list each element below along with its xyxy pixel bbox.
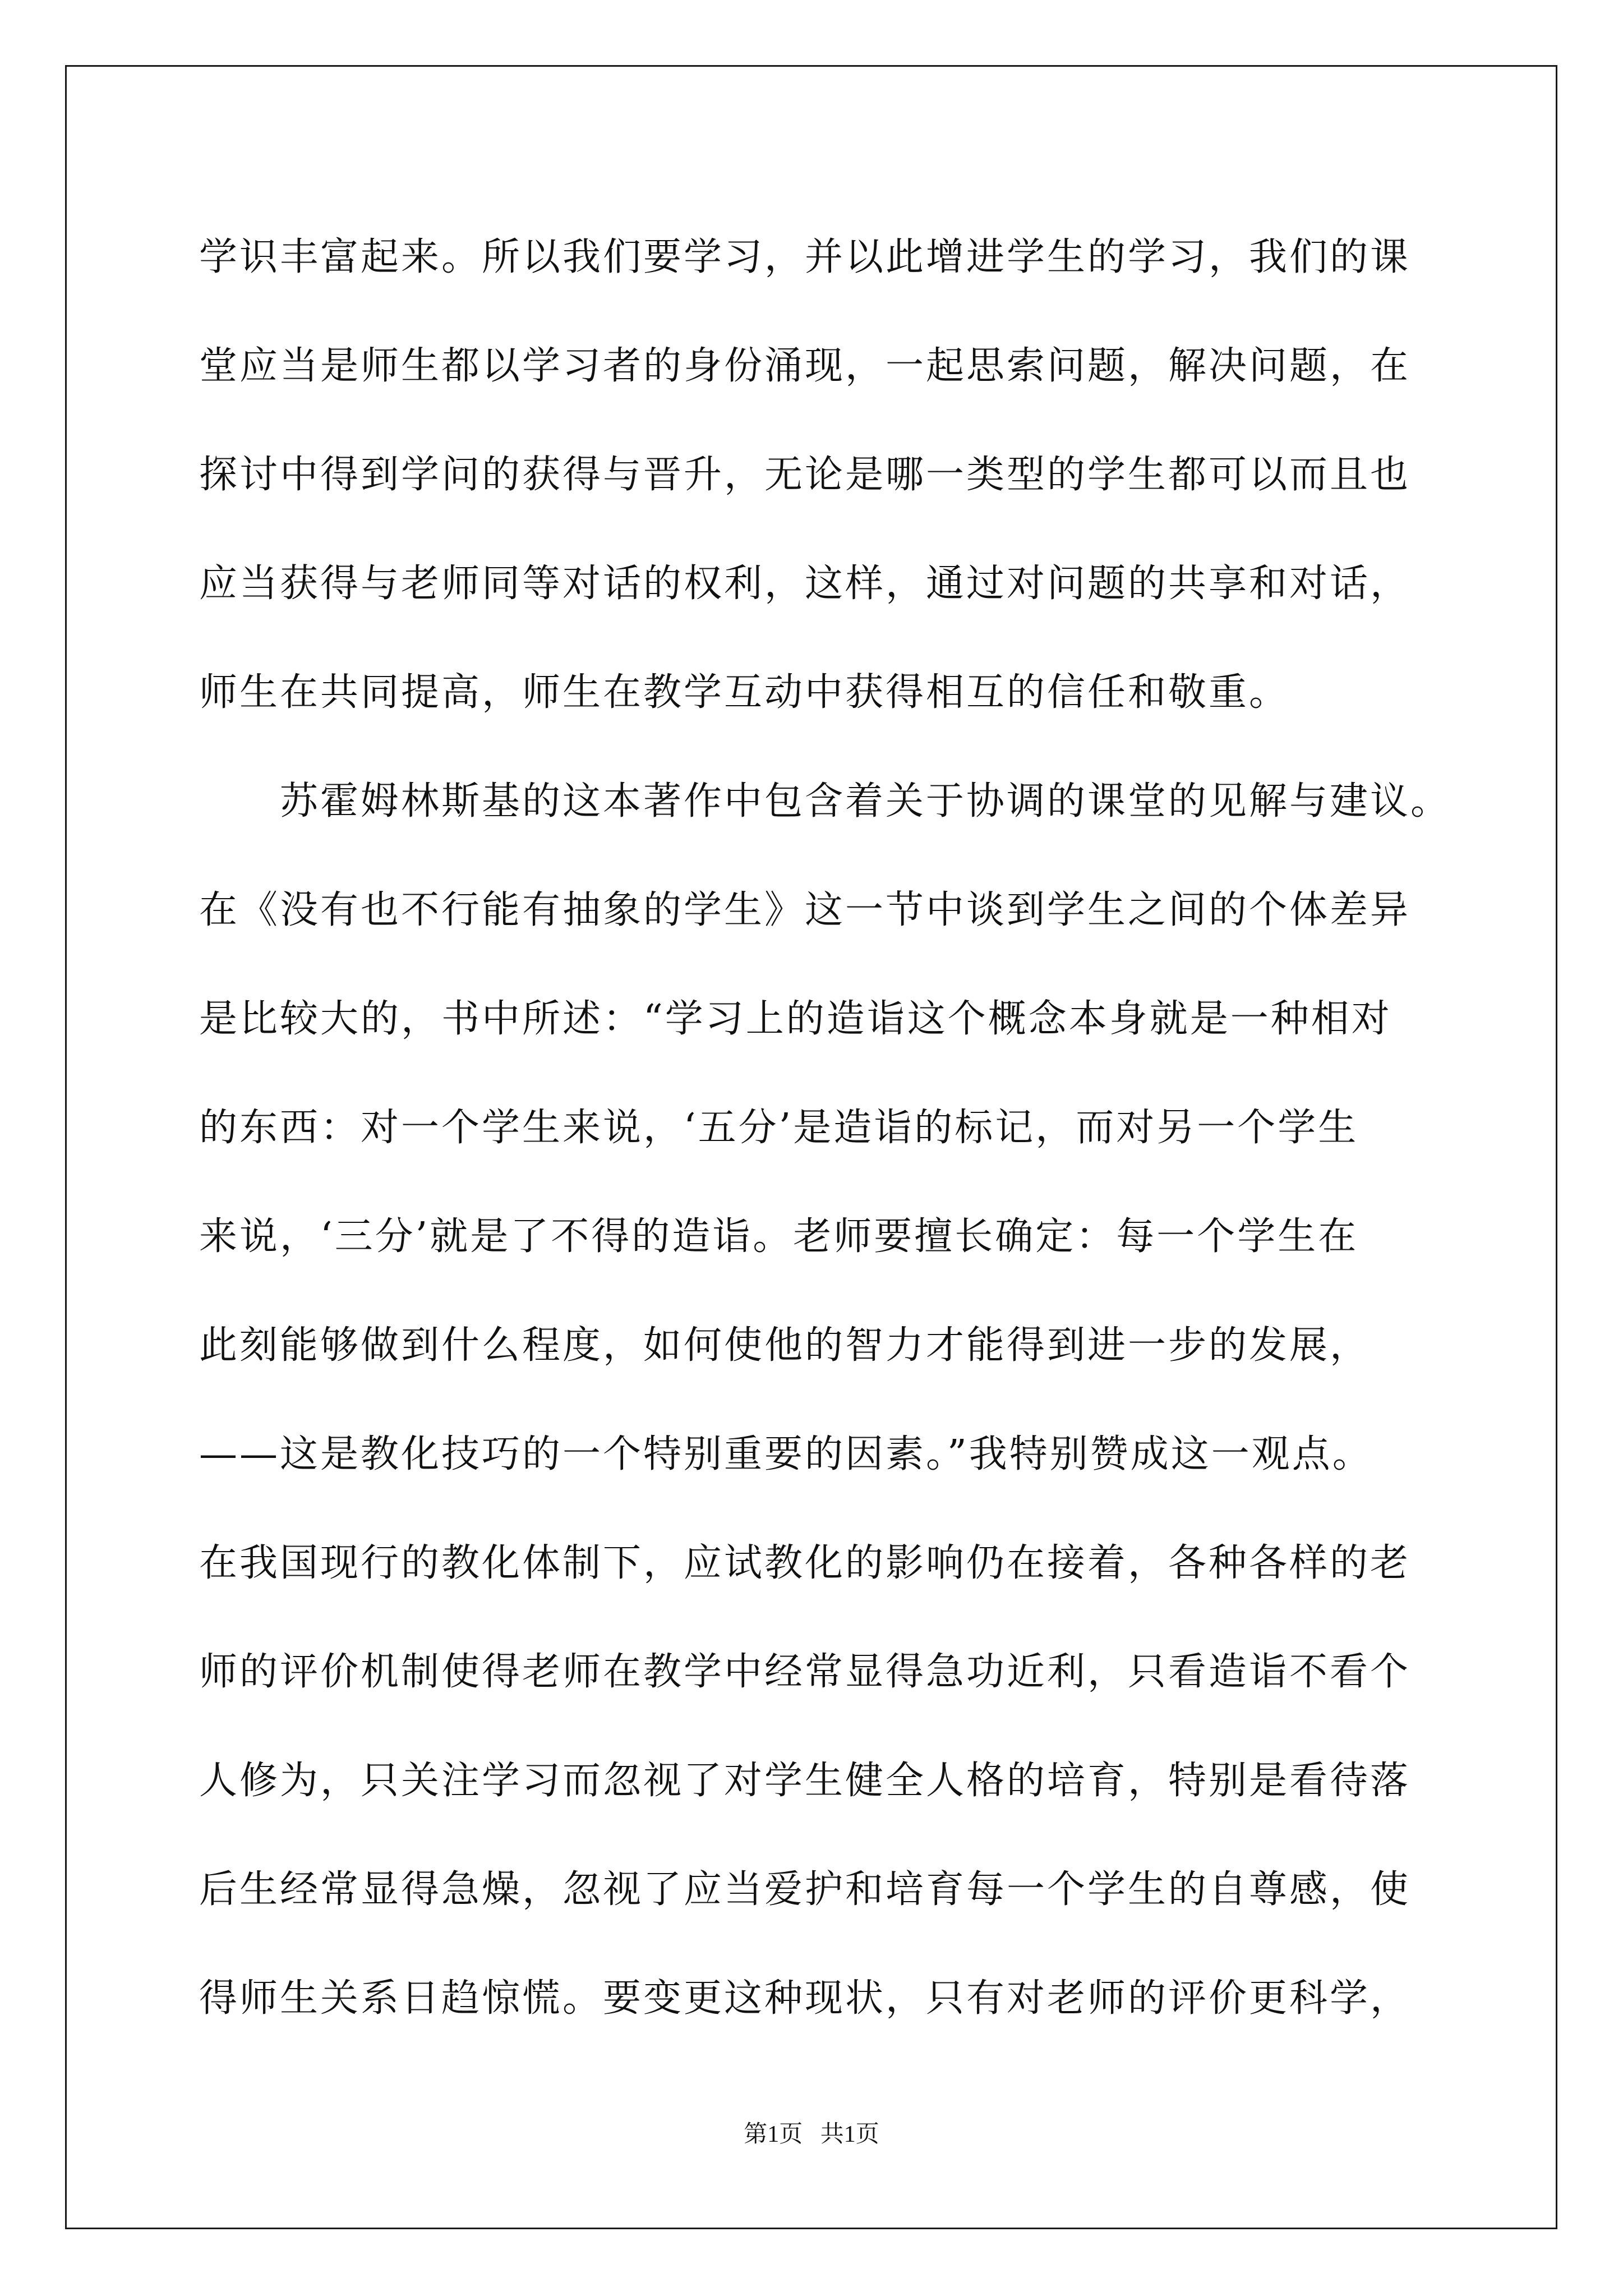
- text-line: 师的评价机制使得老师在教学中经常显得急功近利，只看造诣不看个: [199, 1650, 1411, 1694]
- page-number-footer: 第1页 共1页: [744, 2122, 879, 2147]
- text-line: 是比较大的，书中所述：“学习上的造诣这个概念本身就是一种相对: [199, 997, 1392, 1041]
- text-line: ——这是教化技巧的一个特别重要的因素。”我特别赞成这一观点。: [199, 1432, 1373, 1476]
- text-line: 堂应当是师生都以学习者的身份涌现，一起思索问题，解决问题，在: [199, 344, 1411, 388]
- text-line: 人修为，只关注学习而忽视了对学生健全人格的培育，特别是看待落: [199, 1759, 1411, 1803]
- text-line: 此刻能够做到什么程度，如何使他的智力才能得到进一步的发展，: [199, 1323, 1371, 1368]
- text-line: 在《没有也不行能有抽象的学生》这一节中谈到学生之间的个体差异: [199, 888, 1411, 932]
- text-line: 师生在共同提高，师生在教学互动中获得相互的信任和敬重。: [199, 670, 1290, 715]
- text-line: 的东西：对一个学生来说，‘五分’是造诣的标记，而对另一个学生: [199, 1106, 1359, 1150]
- text-line: 探讨中得到学问的获得与晋升，无论是哪一类型的学生都可以而且也: [199, 453, 1411, 497]
- text-line: 学识丰富起来。所以我们要学习，并以此增进学生的学习，我们的课: [199, 235, 1411, 279]
- paragraph-first-line: 苏霍姆林斯基的这本著作中包含着关于协调的课堂的见解与建议。: [280, 779, 1451, 823]
- text-line: 得师生关系日趋惊慌。要变更这种现状，只有对老师的评价更科学，: [199, 1976, 1411, 2021]
- text-line: 来说，‘三分’就是了不得的造诣。老师要擅长确定：每一个学生在: [199, 1214, 1359, 1259]
- document-body: [199, 203, 1451, 2053]
- text-line: 后生经常显得急燥，忽视了应当爱护和培育每一个学生的自尊感，使: [199, 1867, 1411, 1912]
- text-line: 在我国现行的教化体制下，应试教化的影响仍在接着，各种各样的老: [199, 1541, 1411, 1585]
- text-line: 应当获得与老师同等对话的权利，这样，通过对问题的共享和对话，: [199, 562, 1411, 606]
